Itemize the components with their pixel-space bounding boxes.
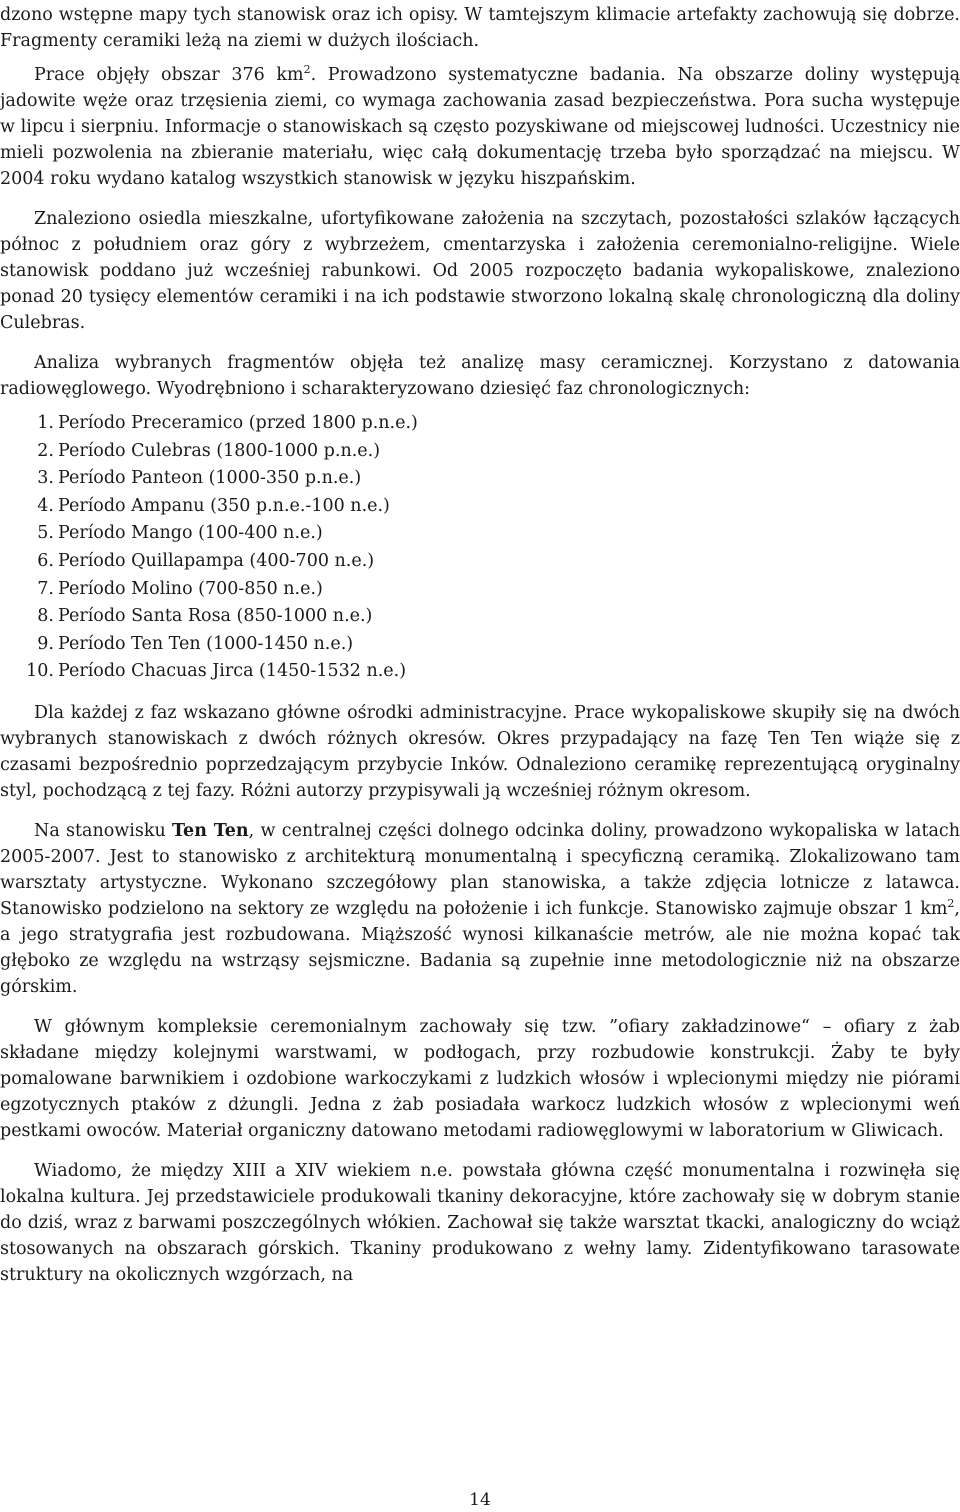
paragraph	[0, 818, 960, 1000]
period-list	[0, 410, 960, 686]
page-number: 14	[469, 1490, 491, 1510]
list-item	[0, 603, 960, 631]
list-number: 1.	[37, 413, 54, 433]
paragraph	[0, 350, 960, 402]
list-number: 7.	[37, 578, 54, 599]
superscript: 2	[303, 63, 311, 77]
paragraph-text: Znaleziono osiedla mieszkalne, ufortyfikowane założenia na szczytach, pozostałości szlaków łączących północ z południem oraz góry z wybrzeżem, cmentarzyska i założenia ceremonialno-religijne. Wiele stanowisk poddano już wcześniej rabunkowi. Od 2005 rozpoczęto badania wykopaliskowe, znaleziono ponad 20 tysięcy elementów ceramiki i na ich podstawie stworzono lokalną skalę chronologiczną dla doliny Culebras.	[0, 209, 960, 333]
paragraph-text: Na stanowisku	[34, 820, 173, 841]
list-number: 10.	[26, 661, 54, 682]
paragraph-text: , w centralnej części dolnego odcinka doliny, prowadzono wykopaliska w latach 2005-2007. Jest to stanowisko z architekturą monumentalną i specyficzną ceramiką. Zlokalizowano tam warsztaty artystyczne. Wykonano szczegółowy plan stanowiska, a także zdjęcia lotnicze z latawca. Stanowisko podzielono na sektory ze względu na położenie i ich funkcje. Stanowisko zajmuje obszar 1 km	[0, 820, 960, 919]
list-number: 4.	[37, 495, 54, 516]
page-content	[0, 2, 960, 1302]
paragraph-text: . Prowadzono systematyczne badania. Na obszarze doliny występują jadowite węże oraz trzęsienia ziemi, co wymaga zachowania zasad bezpieczeństwa. Pora sucha występuje w lipcu i sierpniu. Informacje o stanowiskach są często pozyskiwane od miejscowej ludności. Uczestnicy nie mieli pozwolenia na zbieranie materiału, więc całą dokumentację trzeba było sporządzać na miejscu. W 2004 roku wydano katalog wszystkich stanowisk w języku hiszpańskim.	[0, 65, 960, 189]
paragraph-text: Analiza wybranych fragmentów objęła też analizę masy ceramicznej. Korzystano z datowania radiowęglowego. Wyodrębniono i scharakteryzowano dziesięć faz chronologicznych:	[0, 353, 960, 399]
list-text: Período Quillapampa (400-700 n.e.)	[58, 550, 375, 571]
list-number: 8.	[37, 606, 54, 627]
list-item	[0, 658, 960, 686]
list-text: Período Chacuas Jirca (1450-1532 n.e.)	[58, 661, 407, 682]
paragraph	[0, 2, 960, 54]
superscript: 2	[947, 897, 955, 911]
paragraph-text: Prace objęły obszar 376 km	[34, 65, 304, 85]
list-item	[0, 631, 960, 659]
list-item	[0, 548, 960, 576]
list-text: Período Ten Ten (1000-1450 n.e.)	[58, 633, 354, 654]
list-item	[0, 438, 960, 466]
list-text: Período Preceramico (przed 1800 p.n.e.)	[58, 413, 418, 433]
paragraph	[0, 62, 960, 192]
list-number: 3.	[37, 468, 54, 489]
paragraph-text: W głównym kompleksie ceremonialnym zachowały się tzw. ”ofiary zakładzinowe“ – ofiary z żab składane między kolejnymi warstwami, w podłogach, przy rozbudowie konstrukcji. Żaby te były pomalowane barwnikiem i ozdobione warkoczykami z ludzkich włosów i wplecionymi między nie piórami egzotycznych ptaków z dżungli. Jedna z żab posiadała warkocz ludzkich włosów z wplecionymi weń pestkami owoców. Materiał organiczny datowano metodami radiowęglowymi w laboratorium w Gliwicach.	[0, 1016, 960, 1141]
paragraph	[0, 1014, 960, 1144]
paragraph-text: , a jego stratygrafia jest rozbudowana. Miąższość wynosi kilkanaście metrów, ale nie można kopać tak głęboko ze względu na wstrząsy sejsmiczne. Badania są zupełnie inne metodologicznie niż na obszarze górskim.	[0, 898, 960, 997]
list-item	[0, 520, 960, 548]
list-item	[0, 576, 960, 604]
site-name-bold: Ten Ten	[172, 820, 249, 841]
paragraph	[0, 206, 960, 336]
list-number: 6.	[37, 550, 54, 571]
paragraph	[0, 700, 960, 804]
list-text: Período Molino (700-850 n.e.)	[58, 578, 323, 599]
list-text: Período Panteon (1000-350 p.n.e.)	[58, 468, 362, 489]
list-text: Período Mango (100-400 n.e.)	[58, 523, 323, 544]
list-item	[0, 465, 960, 493]
list-text: Período Ampanu (350 p.n.e.-100 n.e.)	[58, 495, 390, 516]
paragraph-text: Dla każdej z faz wskazano główne ośrodki administracyjne. Prace wykopaliskowe skupiły się na dwóch wybranych stanowiskach z dwóch różnych okresów. Okres przypadający na fazę Ten Ten wiąże się z czasami bezpośrednio poprzedzającym przybycie Inków. Odnaleziono ceramikę reprezentującą oryginalny styl, pochodzącą z tej fazy. Różni autorzy przypisywali ją wcześniej różnym okresom.	[0, 702, 960, 801]
list-item	[0, 410, 960, 438]
list-text: Período Santa Rosa (850-1000 n.e.)	[58, 606, 373, 627]
paragraph-text: dzono wstępne mapy tych stanowisk oraz ich opisy. W tamtejszym klimacie artefakty zachowują się dobrze. Fragmenty ceramiki leżą na ziemi w dużych ilościach.	[0, 5, 960, 51]
paragraph	[0, 1158, 960, 1288]
list-text: Período Culebras (1800-1000 p.n.e.)	[58, 440, 381, 461]
list-item	[0, 493, 960, 521]
list-number: 5.	[37, 523, 54, 544]
list-number: 9.	[37, 633, 54, 654]
list-number: 2.	[37, 440, 54, 461]
paragraph-text: Wiadomo, że między XIII a XIV wiekiem n.e. powstała główna część monumentalna i rozwinęła się lokalna kultura. Jej przedstawiciele produkowali tkaniny dekoracyjne, które zachowały się w dobrym stanie do dziś, wraz z barwami poszczególnych włókien. Zachował się także warsztat tkacki, analogiczny do wciąż stosowanych na obszarach górskich. Tkaniny produkowano z wełny lamy. Zidentyfikowano tarasowate struktury na okolicznych wzgórzach, na	[0, 1160, 960, 1285]
